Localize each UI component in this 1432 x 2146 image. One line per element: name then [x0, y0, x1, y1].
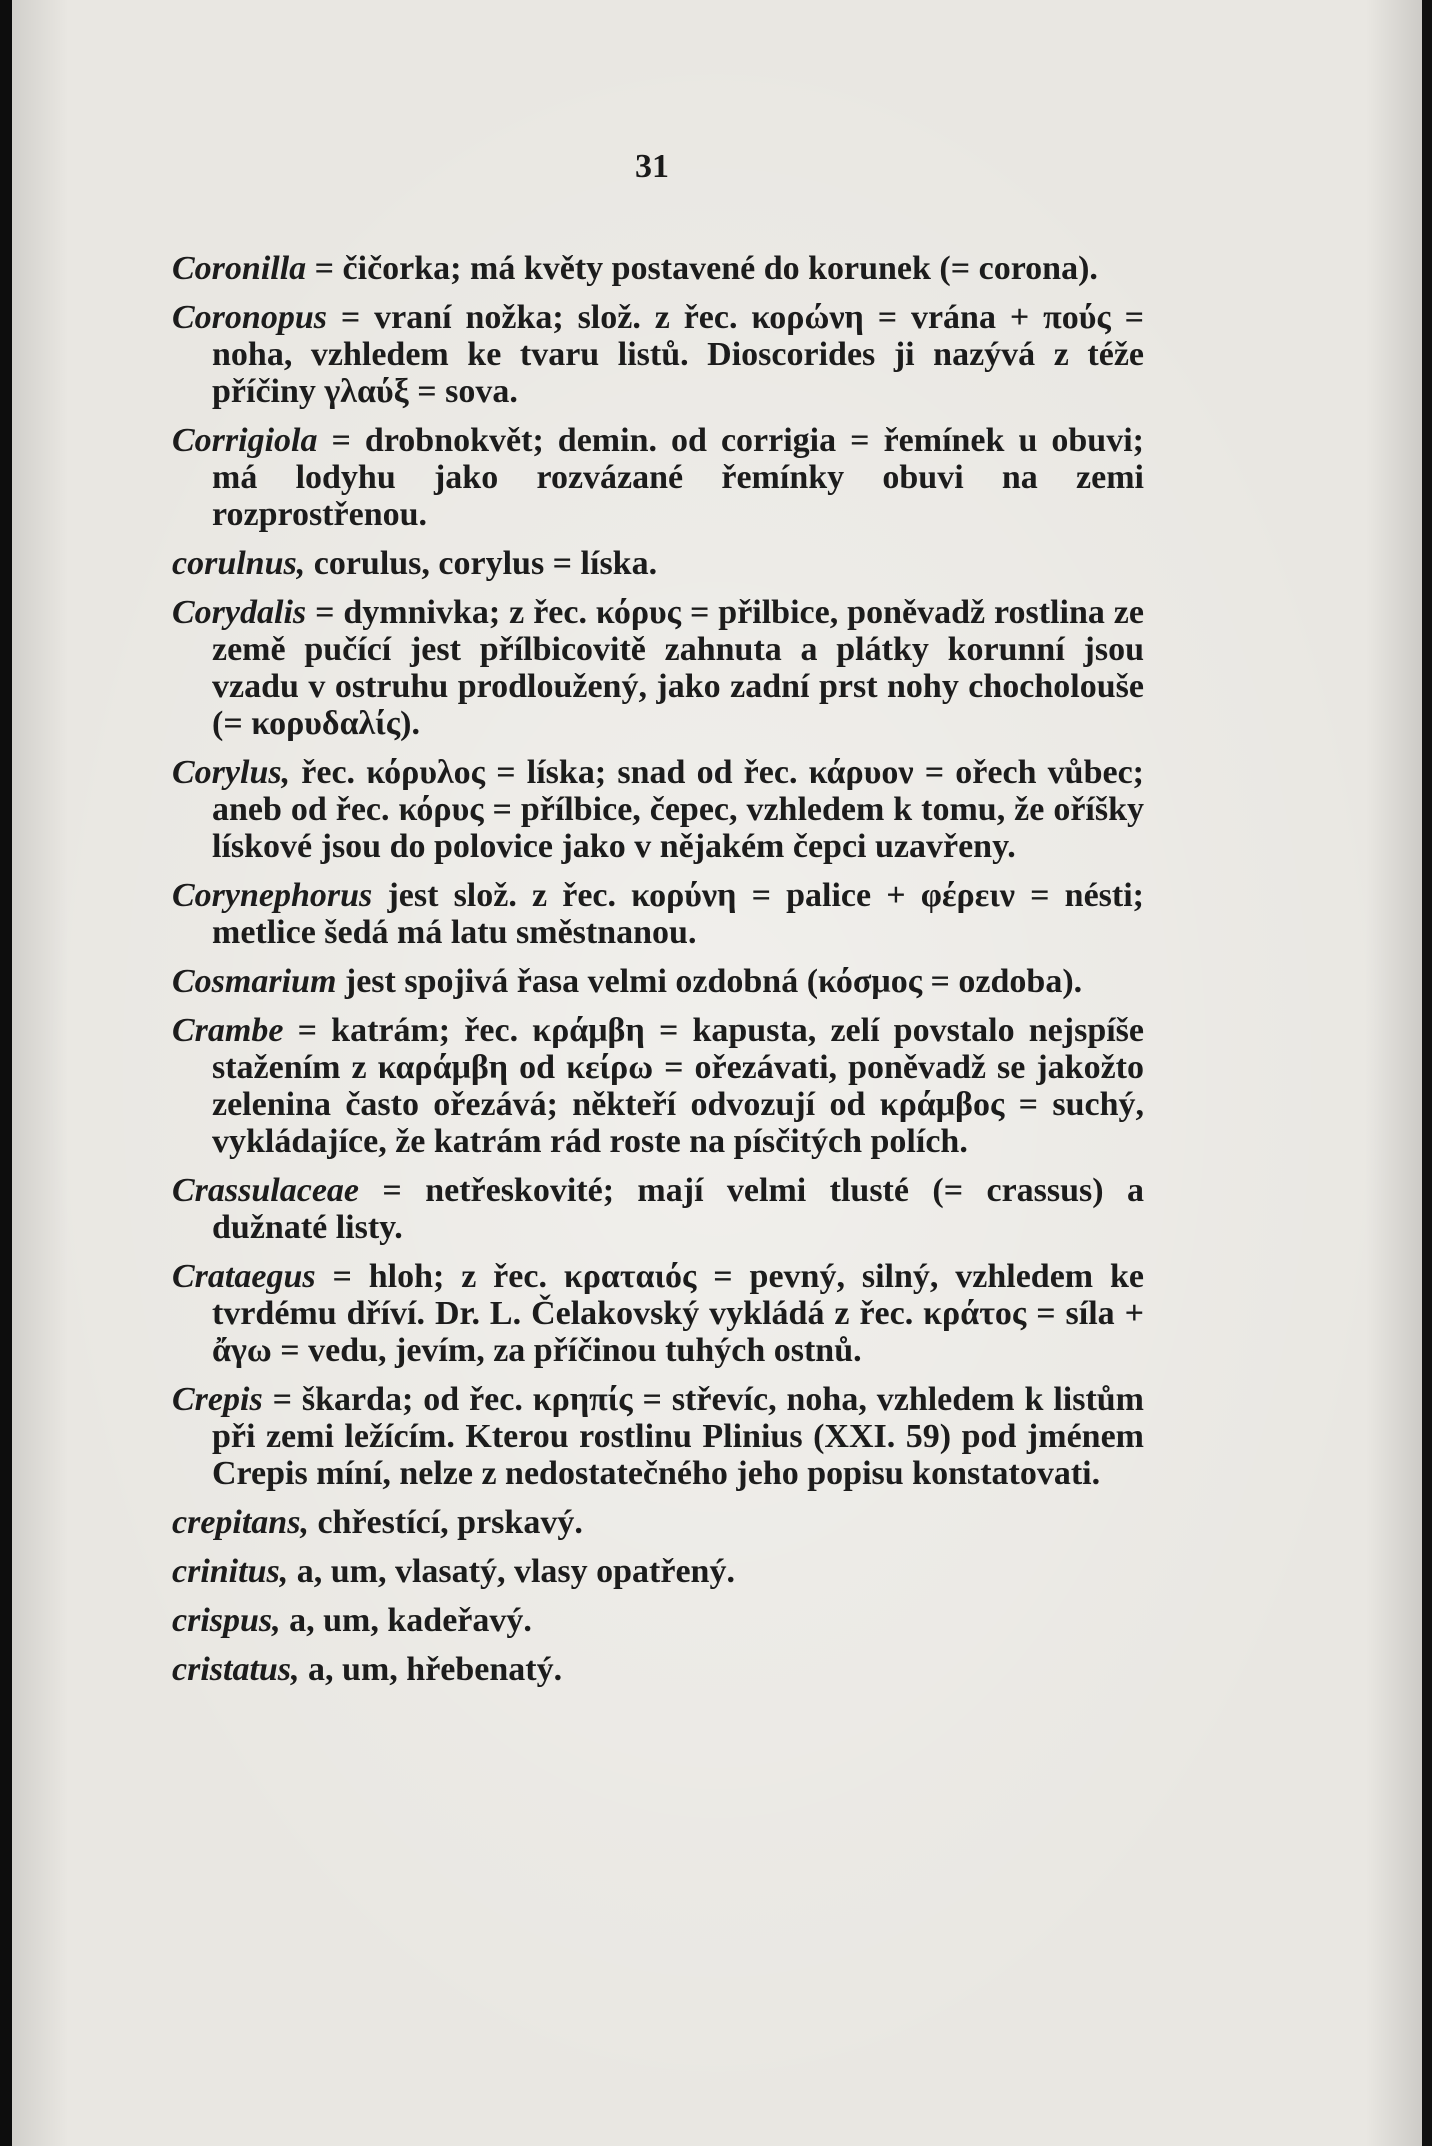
entry-text: = drobnokvět; demin. od corrigia = řemínek u obuvi; má lodyhu jako rozvázané řemínky obuvi na zemi rozprostřenou. [212, 422, 1144, 533]
entry-text: = katrám; řec. κράμβη = kapusta, zelí povstalo nejspíše stažením z καράμβη od κείρω = ořezávati, poněvadž se jakožto zelenina často ořezává; někteří odvozují od κράμβος = suchý, vykládajíce, že katrám rád roste na písčitých polích. [212, 1012, 1144, 1160]
entry-text: a, um, hřebenatý. [299, 1651, 563, 1688]
entry-text: jest spojivá řasa velmi ozdobná (κόσμος = ozdoba). [336, 963, 1083, 1000]
entry-corulnus [172, 545, 1144, 582]
entry-text: řec. κόρυλος = líska; snad od řec. κάρυον = ořech vůbec; aneb od řec. κόρυς = přílbice, čepec, vzhledem k tomu, že oříšky lískové jsou do polovice jako v nějakém čepci uzavřeny. [212, 754, 1144, 865]
entry-text: corulus, corylus = líska. [305, 545, 658, 582]
entry-cristatus [172, 1651, 1144, 1688]
entry-term: Corydalis [172, 594, 307, 631]
entry-term: Crambe [172, 1012, 284, 1049]
entry-text: = netřeskovité; mají velmi tlusté (= crassus) a dužnaté listy. [212, 1172, 1144, 1246]
entry-term: Coronopus [172, 299, 327, 336]
entry-crepis [172, 1381, 1144, 1492]
entry-text: jest slož. z řec. κορύνη = palice + φέρειν = nésti; metlice šedá má latu směstnanou. [212, 877, 1144, 951]
entry-coronilla [172, 250, 1144, 287]
entry-corydalis [172, 594, 1144, 742]
entry-cosmarium [172, 963, 1144, 1000]
entry-text: = škarda; od řec. κρηπίς = střevíc, noha, vzhledem k listům při zemi ležícím. Kterou rostlinu Plinius (XXI. 59) pod jménem Crepis míní, nelze z nedostatečného jeho popisu konstatovati. [212, 1381, 1144, 1492]
entry-term: Coronilla [172, 250, 307, 287]
entry-corylus [172, 754, 1144, 865]
entry-term: cristatus, [172, 1651, 300, 1688]
entry-coronopus [172, 299, 1144, 410]
entry-crassulaceae [172, 1172, 1144, 1246]
entry-term: Crataegus [172, 1258, 316, 1295]
entry-crataegus [172, 1258, 1144, 1369]
entry-term: Corynephorus [172, 877, 373, 914]
entry-text: = čičorka; má květy postavené do korunek (= corona). [306, 250, 1098, 287]
entry-term: crepitans, [172, 1504, 309, 1541]
book-page [12, 0, 1422, 2146]
entry-term: crispus, [172, 1602, 281, 1639]
page-number: 31 [635, 148, 669, 185]
entry-crambe [172, 1012, 1144, 1160]
entry-crepitans [172, 1504, 1144, 1541]
entry-term: Crassulaceae [172, 1172, 359, 1209]
entry-text: = dymnivka; z řec. κόρυς = přilbice, poněvadž rostlina ze země pučící jest přílbicovitě zahnuta a plátky korunní jsou vzadu v ostruhu prodloužený, jako zadní prst nohy chocholouše (= κορυδαλίς). [212, 594, 1144, 742]
entry-term: Corylus, [172, 754, 291, 791]
entry-crinitus [172, 1553, 1144, 1590]
entry-term: Cosmarium [172, 963, 337, 1000]
entry-term: Corrigiola [172, 422, 318, 459]
entry-text: = vraní nožka; slož. z řec. κορώνη = vrána + πούς = noha, vzhledem ke tvaru listů. Dioscorides ji nazývá z téže příčiny γλαύξ = sova. [212, 299, 1144, 410]
entry-corrigiola [172, 422, 1144, 533]
entry-text: = hloh; z řec. κραταιός = pevný, silný, vzhledem ke tvrdému dříví. Dr. L. Čelakovský vykládá z řec. κράτος = síla + ἄγω = vedu, jevím, za příčinou tuhých ostnů. [212, 1258, 1144, 1369]
glossary-entries [172, 250, 1144, 1700]
entry-term: crinitus, [172, 1553, 289, 1590]
entry-crispus [172, 1602, 1144, 1639]
entry-corynephorus [172, 877, 1144, 951]
entry-text: a, um, kadeřavý. [280, 1602, 532, 1639]
entry-term: corulnus, [172, 545, 306, 582]
entry-text: a, um, vlasatý, vlasy opatřený. [288, 1553, 735, 1590]
entry-text: chřestící, prskavý. [308, 1504, 583, 1541]
entry-term: Crepis [172, 1381, 263, 1418]
